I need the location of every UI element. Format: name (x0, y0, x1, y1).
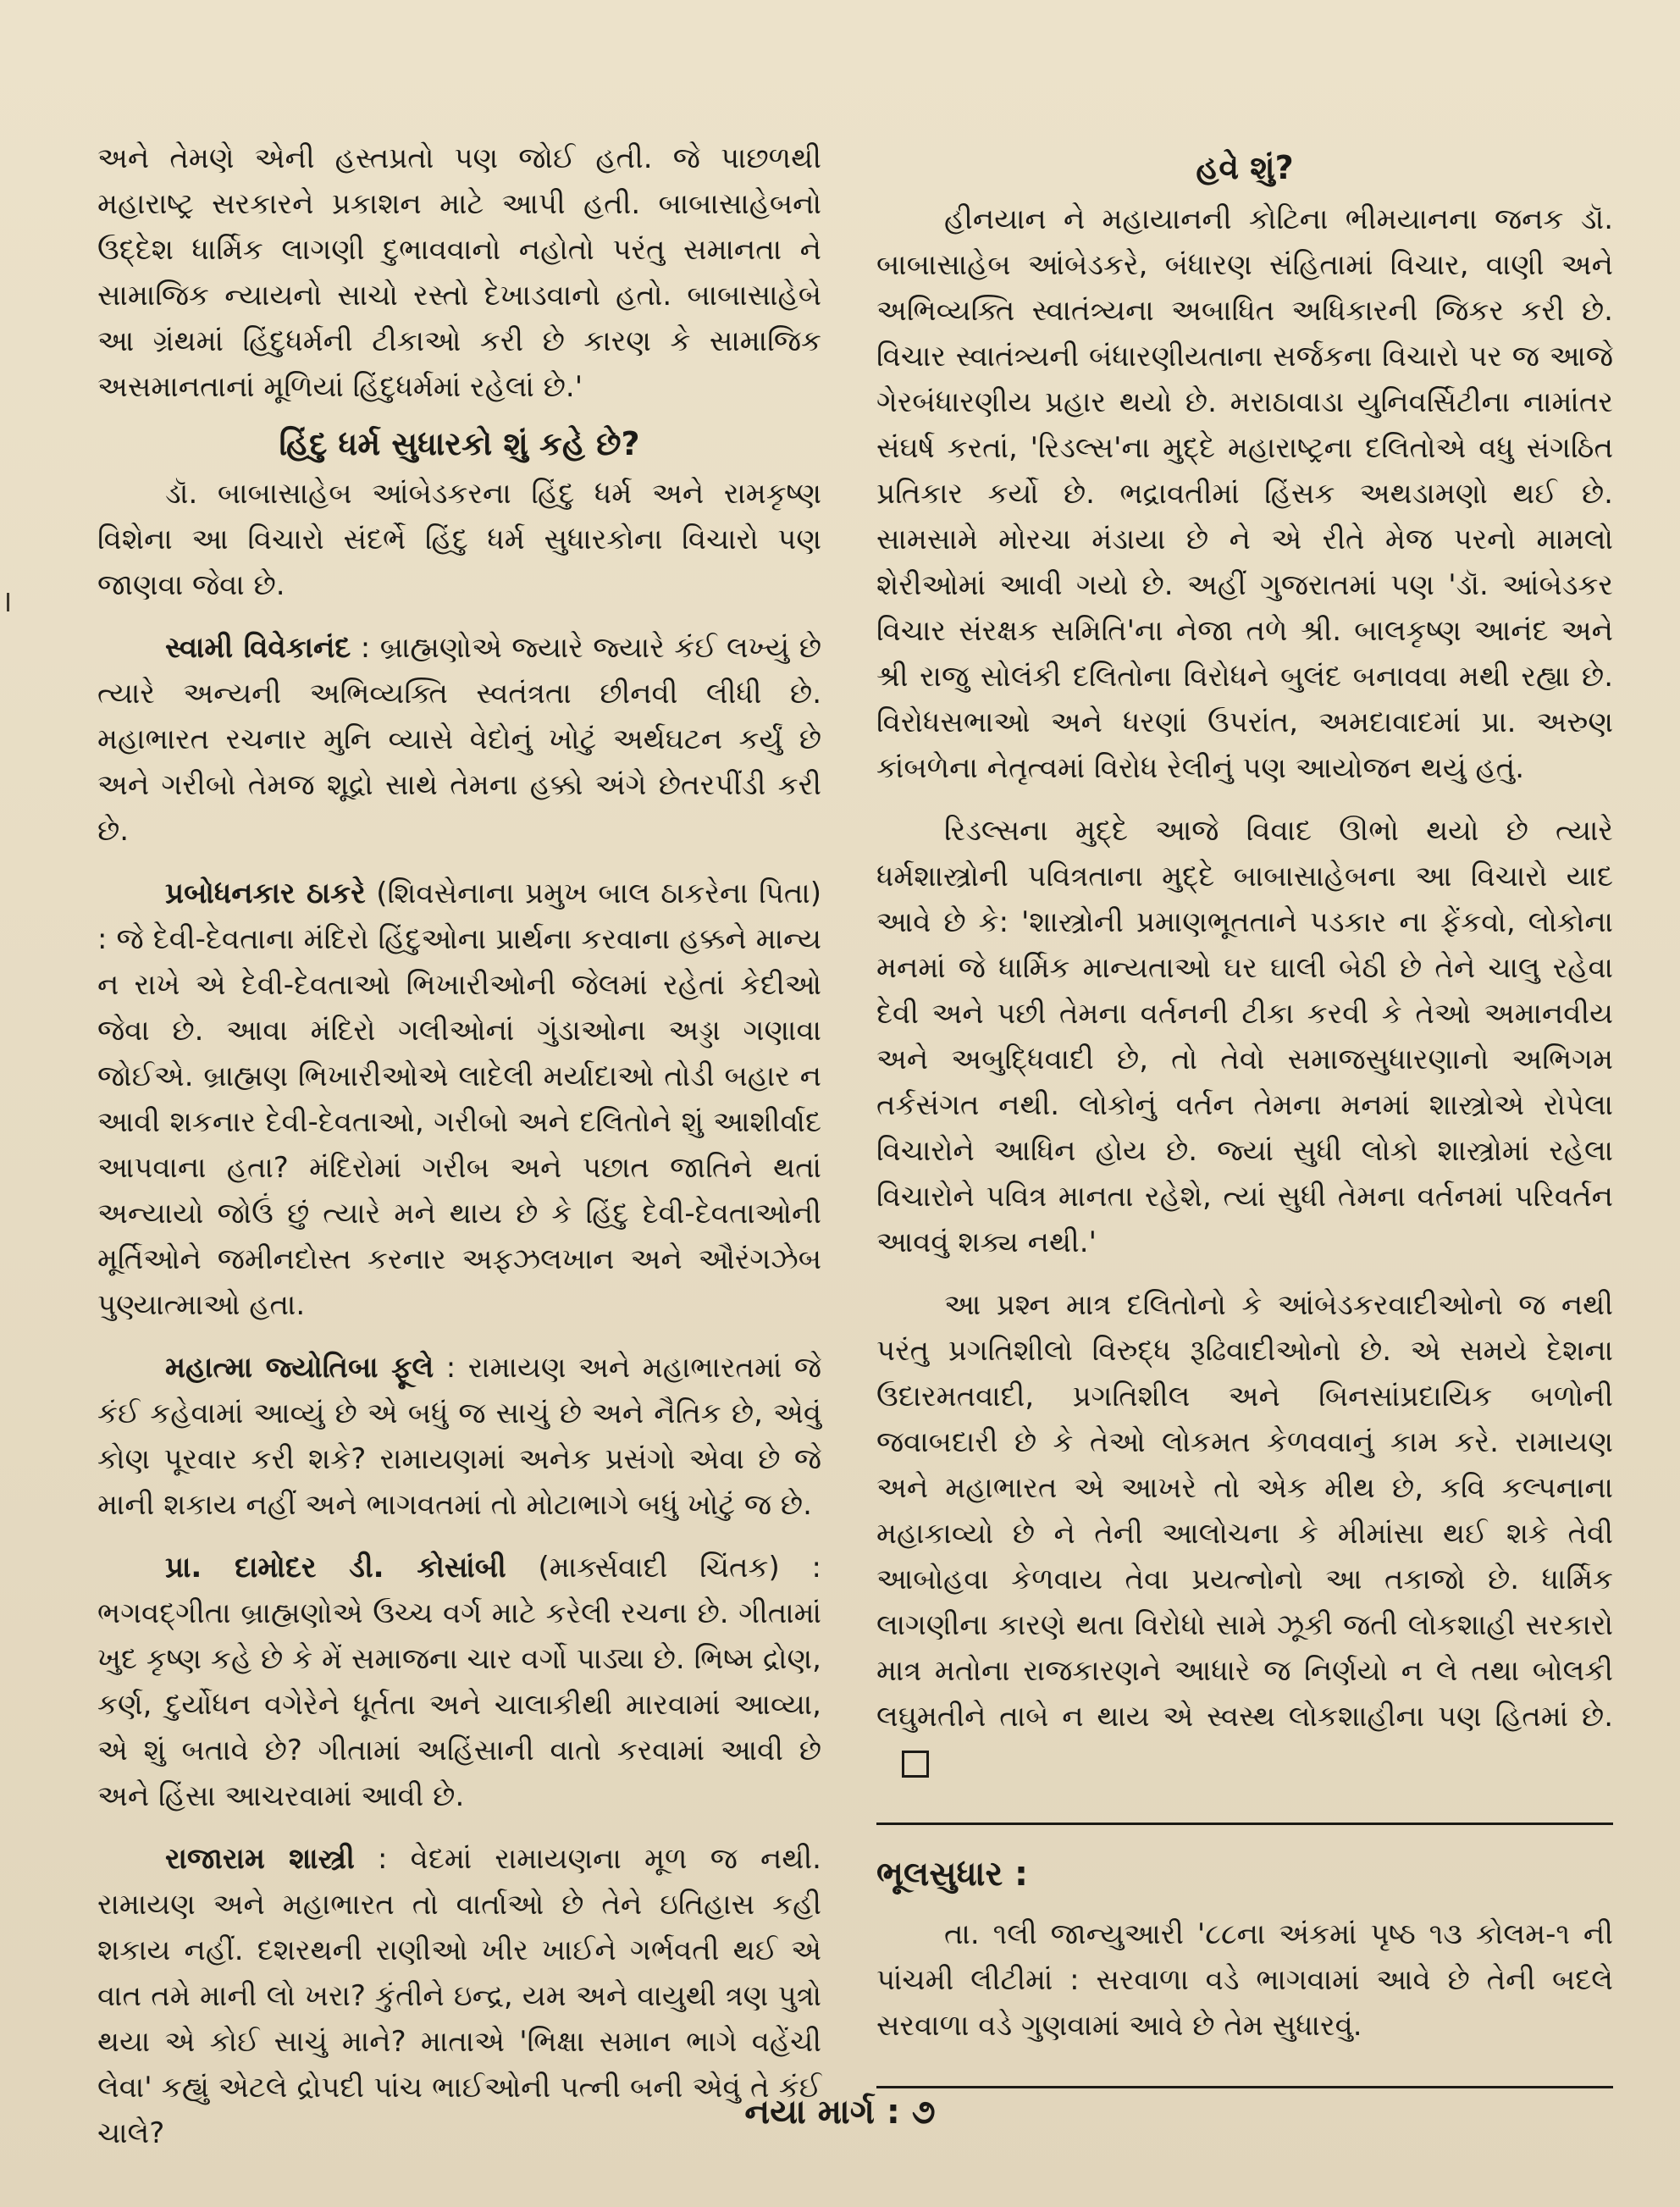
phule-paragraph (97, 1345, 821, 1528)
thakre-paragraph (97, 871, 821, 1328)
vivekanand-paragraph (97, 625, 821, 854)
right-paragraph-3 (876, 1282, 1613, 1785)
right-column (876, 136, 1613, 2088)
right-paragraph-3-text: આ પ્રશ્ન માત્ર દલિતોનો કે આંબેડકરવાદીઓનો જ નથી પરંતુ પ્રગતિશીલો વિરુદ્ધ રૂઢિવાદીઓનો છે. એ સમયે દેશના ઉદારમતવાદી, પ્રગતિશીલ અને બિનસાંપ્રદાયિક બળોની જવાબદારી છે કે તેઓ લોકમત કેળવવાનું કામ કરે. રામાયણ અને મહાભારત એ આખરે તો એક મીથ છે, કવિ કલ્પનાના મહાકાવ્યો છે ને તેની આલોચના કે મીમાંસા થઈ શકે તેવી આબોહવા કેળવાય તેવા પ્રયત્નોનો આ તકાજો છે. ધાર્મિક લાગણીના કારણે થતા વિરોધો સામે ઝૂકી જતી લોકશાહી સરકારો માત્ર મતોના રાજકારણને આધારે જ નિર્ણયો ન લે તથા બોલકી લઘુમતીને તાબે ન થાય એ સ્વસ્થ લોકશાહીના પણ હિતમાં છે. (876, 1288, 1613, 1734)
shastri-lead: રાજારામ શાસ્ત્રી (165, 1842, 355, 1876)
thakre-text: (શિવસેનાના પ્રમુખ બાલ ઠાકરેના પિતા) : જે દેવી-દેવતાના મંદિરો હિંદુઓના પ્રાર્થના કરવાના હક્કને માન્ય ન રાખે એ દેવી-દેવતાઓ ભિખારીઓની જેલમાં રહેતાં કેદીઓ જેવા છે. આવા મંદિરો ગલીઓનાં ગુંડાઓના અડ્ડા ગણાવા જોઈએ. બ્રાહ્મણ ભિખારીઓએ લાદેલી મર્યાદાઓ તોડી બહાર ન આવી શકનાર દેવી-દેવતાઓ, ગરીબો અને દલિતોને શું આશીર્વાદ આપવાના હતા? મંદિરોમાં ગરીબ અને પછાત જાતિને થતાં અન્યાયો જોઉં છું ત્યારે મને થાય છે કે હિંદુ દેવી-દેવતાઓની મૂર્તિઓને જમીનદોસ્ત કરનાર અફઝલખાન અને ઔરંગઝેબ પુણ્યાત્માઓ હતા. (97, 877, 821, 1322)
page-footer: નયા માર્ગ : ૭ (744, 2093, 936, 2132)
intro-paragraph: અને તેમણે એની હસ્તપ્રતો પણ જોઈ હતી. જે પાછળથી મહારાષ્ટ્ર સરકારને પ્રકાશન માટે આપી હતી. બાબાસાહેબનો ઉદ્દેશ ધાર્મિક લાગણી દુભાવવાનો નહોતો પરંતુ સમાનતા ને સામાજિક ન્યાયનો સાચો રસ્તો દેખાડવાનો હતો. બાબાસાહેબે આ ગ્રંથમાં હિંદુધર્મની ટીકાઓ કરી છે કારણ કે સામાજિક અસમાનતાનાં મૂળિયાં હિંદુધર્મમાં રહેલાં છે.' (97, 141, 821, 404)
section-heading-now-what: હવે શું? (1196, 149, 1294, 186)
vivekanand-lead: સ્વામી વિવેકાનંદ (165, 631, 351, 665)
divider-rule (876, 1823, 1613, 1825)
shastri-text: : વેદમાં રામાયણના મૂળ જ નથી. રામાયણ અને મહાભારત તો વાર્તાઓ છે તેને ઇતિહાસ કહી શકાય નહીં. દશરથની રાણીઓ ખીર ખાઈને ગર્ભવતી થઈ એ વાત તમે માની લો ખરા? કુંતીને ઇન્દ્ર, યમ અને વાયુથી ત્રણ પુત્રો થયા એ કોઈ સાચું માને? માતાએ 'ભિક્ષા સમાન ભાગે વહેંચી લેવા' કહ્યું એટલે દ્રોપદી પાંચ ભાઈઓની પત્ની બની એવું તે કંઈ ચાલે? (97, 1842, 821, 2150)
thakre-lead: પ્રબોધનકાર ઠાકરે (165, 877, 366, 910)
reformers-intro-paragraph: ડૉ. બાબાસાહેબ આંબેડકરના હિંદુ ધર્મ અને રામકૃષ્ણ વિશેના આ વિચારો સંદર્ભે હિંદુ ધર્મ સુધારકોના વિચારો પણ જાણવા જેવા છે. (97, 477, 821, 602)
right-paragraph-2: રિડલ્સના મુદ્દે આજે વિવાદ ઊભો થયો છે ત્યારે ધર્મશાસ્ત્રોની પવિત્રતાના મુદ્દે બાબાસાહેબના આ વિચારો યાદ આવે છે કે: 'શાસ્ત્રોની પ્રમાણભૂતતાને પડકાર ના ફેંકવો, લોકોના મનમાં જે ધાર્મિક માન્યતાઓ ઘર ઘાલી બેઠી છે તેને ચાલુ રહેવા દેવી અને પછી તેમના વર્તનની ટીકા કરવી કે તેઓ અમાનવીય અને અબુદ્ધિવાદી છે, તો તેવો સમાજસુધારણાનો અભિગમ તર્કસંગત નથી. લોકોનું વર્તન તેમના મનમાં શાસ્ત્રોએ રોપેલા વિચારોને આધિન હોય છે. જ્યાં સુધી લોકો શાસ્ત્રોમાં રહેલા વિચારોને પવિત્ર માનતા રહેશે, ત્યાં સુધી તેમના વર્તનમાં પરિવર્તન આવવું શક્ય નથી.' (876, 814, 1613, 1259)
margin-mark (7, 593, 9, 611)
vivekanand-text: : બ્રાહ્મણોએ જ્યારે જ્યારે કંઈ લખ્યું છે ત્યારે અન્યની અભિવ્યક્તિ સ્વતંત્રતા છીનવી લીધી છે. મહાભારત રચનાર મુનિ વ્યાસે વેદોનું ખોટું અર્થઘટન કર્યું છે અને ગરીબો તેમજ શૂદ્રો સાથે તેમના હક્કો અંગે છેતરપીંડી કરી છે. (97, 631, 822, 848)
section-heading-reformers: હિંદુ ધર્મ સુધારકો શું કહે છે? (279, 425, 640, 462)
correction-heading: ભૂલસુધાર : (876, 1855, 1029, 1894)
correction-paragraph: તા. ૧લી જાન્યુઆરી '૮૮ના અંકમાં પૃષ્ઠ ૧૩ કોલમ-૧ ની પાંચમી લીટીમાં : સરવાળા વડે ભાગવામાં આવે છે તેની બદલે સરવાળા વડે ગુણવામાં આવે છે તેમ સુધારવું. (876, 1917, 1613, 2043)
phule-text: : રામાયણ અને મહાભારતમાં જે કંઈ કહેવામાં આવ્યું છે એ બધું જ સાચું છે અને નૈતિક છે, એવું કોણ પૂરવાર કરી શકે? રામાયણમાં અનેક પ્રસંગો એવા છે જે માની શકાય નહીં અને ભાગવતમાં તો મોટાભાગે બધું ખોટું જ છે. (97, 1351, 821, 1522)
kosambi-lead: પ્રા. દામોદર ડી. કોસાંબી (165, 1551, 506, 1585)
kosambi-text: (માર્ક્સવાદી ચિંતક) : ભગવદ્ગીતા બ્રાહ્મણોએ ઉચ્ચ વર્ગ માટે કરેલી રચના છે. ગીતામાં ખુદ કૃષ્ણ કહે છે કે મેં સમાજના ચાર વર્ગો પાડ્યા છે. ભિષ્મ દ્રોણ, કર્ણ, દુર્યોધન વગેરેને ધૂર્તતા અને ચાલાકીથી મારવામાં આવ્યા, એ શું બતાવે છે? ગીતામાં અહિંસાની વાતો કરવામાં આવી છે અને હિંસા આચરવામાં આવી છે. (97, 1551, 821, 1813)
right-paragraph-1: હીનયાન ને મહાયાનની કોટિના ભીમયાનના જનક ડૉ. બાબાસાહેબ આંબેડકરે, બંધારણ સંહિતામાં વિચાર, વાણી અને અભિવ્યક્તિ સ્વાતંત્ર્યના અબાધિત અધિકારની જિકર કરી છે. વિચાર સ્વાતંત્ર્યની બંધારણીયતાના સર્જકના વિચારો પર જ આજે ગેરબંધારણીય પ્રહાર થયો છે. મરાઠાવાડા યુનિવર્સિટીના નામાંતર સંઘર્ષ કરતાં, 'રિડલ્સ'ના મુદ્દે મહારાષ્ટ્રના દલિતોએ વધુ સંગઠિત પ્રતિકાર કર્યો છે. ભદ્રાવતીમાં હિંસક અથડામણો થઈ છે. સામસામે મોરચા મંડાયા છે ને એ રીતે મેજ પરનો મામલો શેરીઓમાં આવી ગયો છે. અહીં ગુજરાતમાં પણ 'ડૉ. આંબેડકર વિચાર સંરક્ષક સમિતિ'ના નેજા તળે શ્રી. બાલકૃષ્ણ આનંદ અને શ્રી રાજુ સોલંકી દલિતોના વિરોધને બુલંદ બનાવવા મથી રહ્યા છે. વિરોધસભાઓ અને ધરણાં ઉપરાંત, અમદાવાદમાં પ્રા. અરુણ કાંબળેના નેતૃત્વમાં વિરોધ રેલીનું પણ આયોજન થયું હતું. (876, 202, 1613, 785)
end-of-article-box-icon (902, 1751, 929, 1778)
kosambi-paragraph (97, 1545, 821, 1819)
left-column (97, 136, 821, 2156)
phule-lead: મહાત્મા જ્યોતિબા ફૂલે (165, 1351, 434, 1385)
